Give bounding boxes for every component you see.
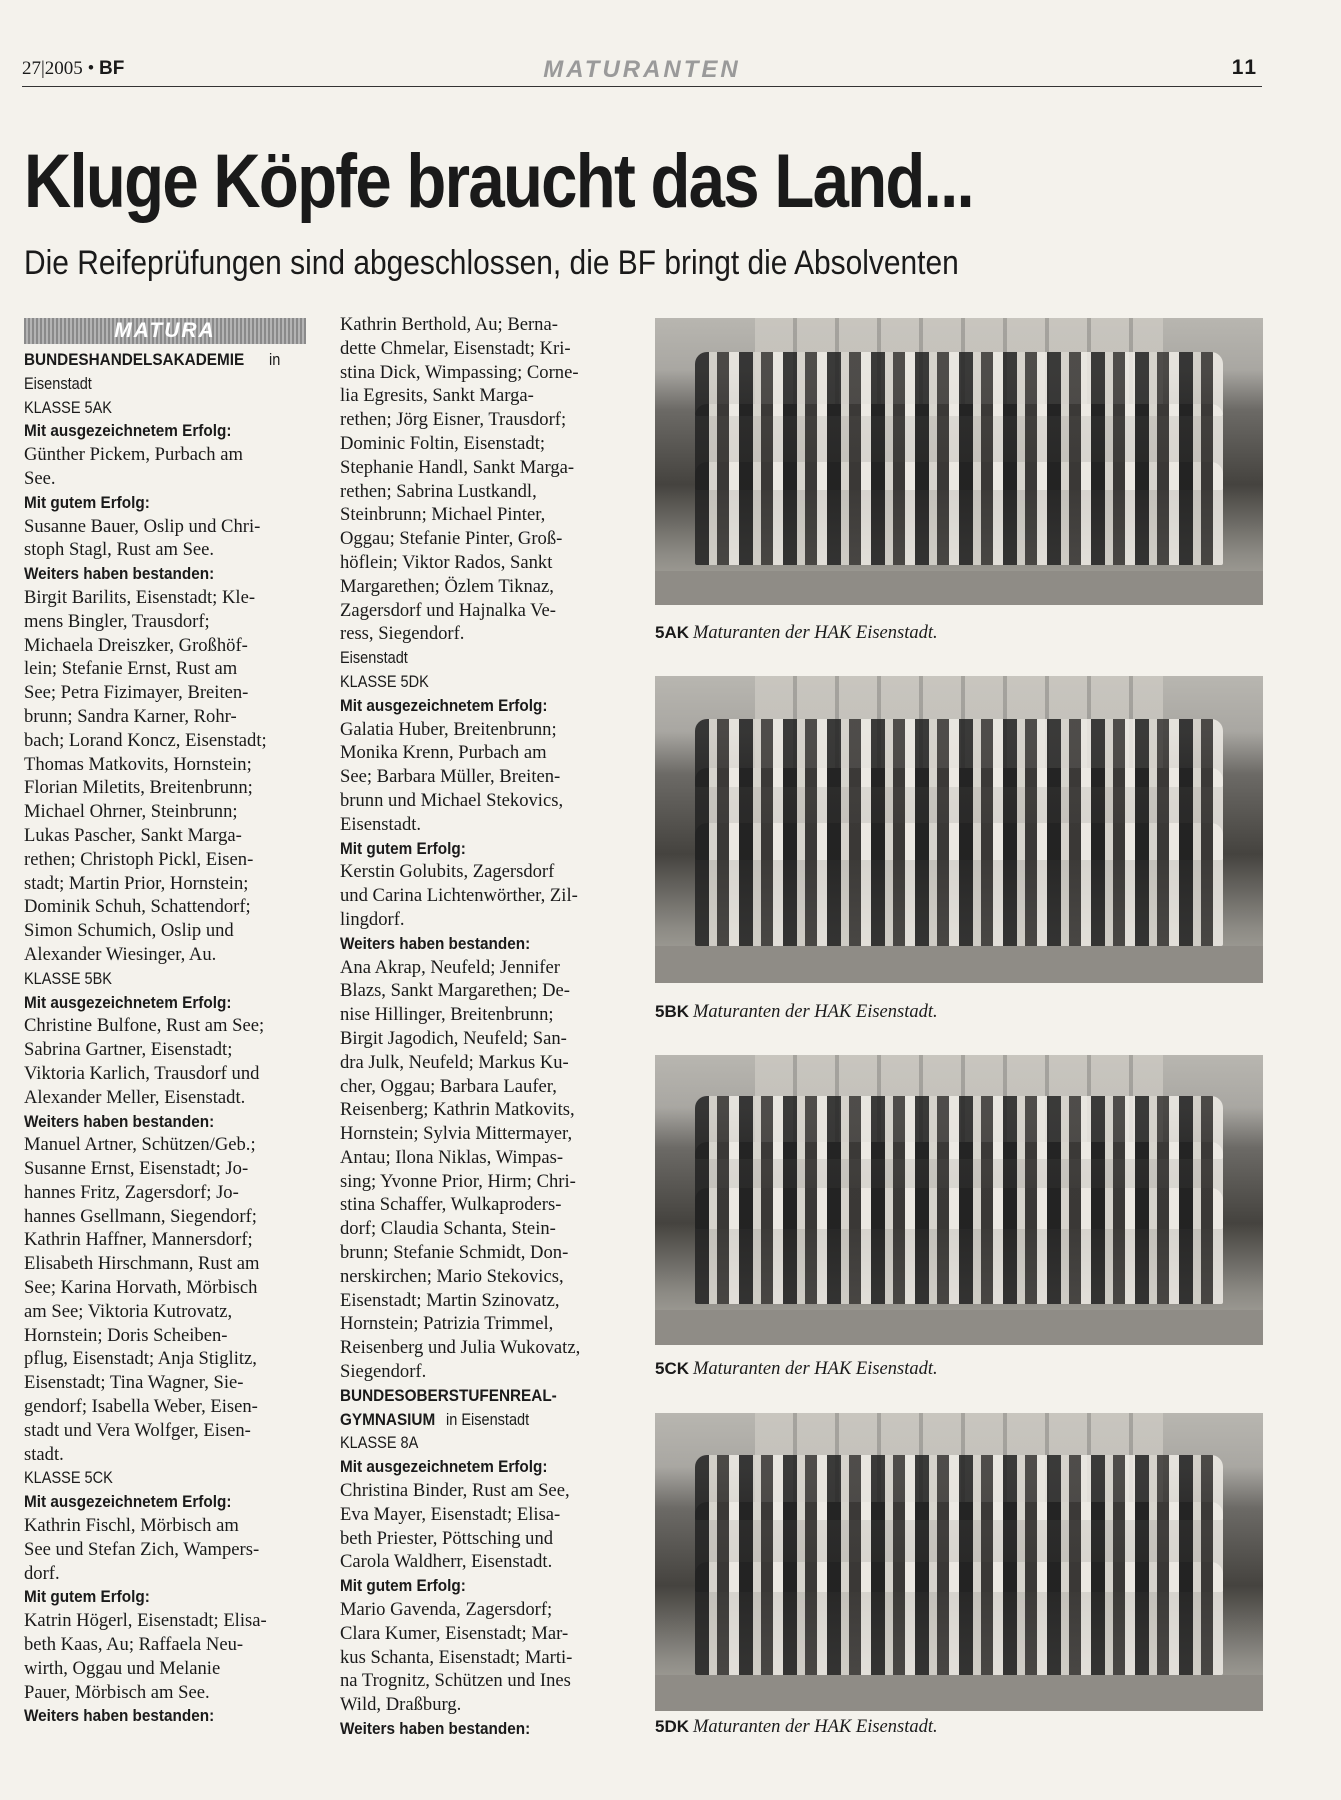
class-label: KLASSE 5DK — [340, 672, 429, 691]
text-line: Eisenstadt. — [340, 813, 422, 835]
text-line: Florian Miletits, Breitenbrunn; — [24, 777, 253, 799]
text-line: Kathrin Fischl, Mörbisch am — [24, 1515, 239, 1537]
subheading: Mit gutem Erfolg: — [24, 492, 150, 512]
text-line: stina Schaffer, Wulkaproders- — [340, 1194, 562, 1216]
photo-caption: 5BK Maturanten der HAK Eisenstadt. — [655, 1002, 938, 1022]
text-line: Eisenstadt; Martin Szinovatz, — [340, 1289, 560, 1311]
text-line: Hornstein; Patrizia Trimmel, — [340, 1313, 554, 1335]
text-line: rethen; Jörg Eisner, Trausdorf; — [340, 409, 567, 431]
text-line: Birgit Jagodich, Neufeld; San- — [340, 1027, 567, 1049]
subheading: BUNDESOBERSTUFENREAL- — [340, 1385, 557, 1405]
text-line: Simon Schumich, Oslip und — [24, 920, 234, 942]
text-line: Eva Mayer, Eisenstadt; Elisa- — [340, 1503, 561, 1525]
text-line: stoph Stagl, Rust am See. — [24, 539, 215, 561]
text-line: dorf. — [24, 1562, 60, 1584]
text-line: stadt. — [24, 1443, 64, 1465]
text-line: Susanne Ernst, Eisenstadt; Jo- — [24, 1158, 249, 1180]
text-line: brunn und Michael Stekovics, — [340, 789, 564, 811]
class-photo-5dk — [655, 1413, 1263, 1711]
subheading: Weiters haben bestanden: — [24, 1706, 215, 1726]
text-line: Susanne Bauer, Oslip und Chri- — [24, 515, 261, 537]
text-line: Michael Ohrner, Steinbrunn; — [24, 801, 238, 823]
class-photo-5ak — [655, 318, 1263, 605]
issue-number: 27|2005 — [22, 58, 83, 79]
text-line: Günther Pickem, Purbach am — [24, 444, 243, 466]
text-line: stadt und Vera Wolfger, Eisen- — [24, 1419, 251, 1441]
text-line: lingdorf. — [340, 908, 405, 930]
text-line: beth Priester, Pöttsching und — [340, 1527, 554, 1549]
text-line: Blazs, Sankt Margarethen; De- — [340, 980, 570, 1002]
text-line: Pauer, Mörbisch am See. — [24, 1681, 210, 1703]
text-line: ress, Siegendorf. — [340, 623, 465, 645]
text-line: Monika Krenn, Purbach am — [340, 742, 547, 764]
matura-banner: MATURA — [24, 318, 306, 344]
text-line: Manuel Artner, Schützen/Geb.; — [24, 1134, 256, 1156]
header-separator: • — [87, 58, 95, 79]
class-photo-5ck — [655, 1055, 1263, 1345]
text-line: Margarethen; Özlem Tiknaz, — [340, 575, 554, 597]
brand-logo: BF — [98, 58, 125, 79]
photo-caption: 5AK Maturanten der HAK Eisenstadt. — [655, 623, 938, 643]
subheading: Mit gutem Erfolg: — [340, 838, 466, 858]
page-header — [22, 52, 1262, 87]
text-line: Eisenstadt; Tina Wagner, Sie- — [24, 1372, 244, 1394]
text-line: See; Petra Fizimayer, Breiten- — [24, 682, 249, 704]
text-line: Viktoria Karlich, Trausdorf und — [24, 1062, 260, 1084]
text-line: nise Hillinger, Breitenbrunn; — [340, 1004, 554, 1026]
text-line: See und Stefan Zich, Wampers- — [24, 1538, 260, 1560]
text-line: dra Julk, Neufeld; Markus Ku- — [340, 1051, 569, 1073]
photo-caption: 5CK Maturanten der HAK Eisenstadt. — [655, 1359, 938, 1379]
text-line: Carola Waldherr, Eisenstadt. — [340, 1551, 553, 1573]
text-line: höflein; Viktor Rados, Sankt — [340, 551, 553, 573]
text-line: See; Barbara Müller, Breiten- — [340, 766, 561, 788]
text-line: Zagersdorf und Hajnalka Ve- — [340, 599, 556, 621]
text-line: Hornstein; Sylvia Mittermayer, — [340, 1123, 573, 1145]
text-line: Lukas Pascher, Sankt Marga- — [24, 824, 242, 846]
subheading: Mit ausgezeichnetem Erfolg: — [24, 1492, 232, 1512]
text-line: am See; Viktoria Kutrovatz, — [24, 1300, 233, 1322]
text-line: sing; Yvonne Prior, Hirm; Chri- — [340, 1170, 576, 1192]
text-line: wirth, Oggau und Melanie — [24, 1657, 221, 1679]
text-line: lia Egresits, Sankt Marga- — [340, 385, 534, 407]
text-line: stadt; Martin Prior, Hornstein; — [24, 872, 249, 894]
text-line: Kathrin Haffner, Mannersdorf; — [24, 1229, 253, 1251]
subheading: Mit ausgezeichnetem Erfolg: — [24, 992, 232, 1012]
text-line: Christina Binder, Rust am See, — [340, 1480, 570, 1502]
class-label: Eisenstadt — [340, 649, 408, 668]
text-line: Michaela Dreiszker, Großhöf- — [24, 634, 248, 656]
text-line: Clara Kumer, Eisenstadt; Mar- — [340, 1622, 569, 1644]
class-label: KLASSE 5AK — [24, 398, 112, 417]
text-line: Katrin Högerl, Eisenstadt; Elisa- — [24, 1610, 267, 1632]
text-line: und Carina Lichtenwörther, Zil- — [340, 885, 578, 907]
text-line: Oggau; Stefanie Pinter, Groß- — [340, 528, 563, 550]
text-line: bach; Lorand Koncz, Eisenstadt; — [24, 729, 267, 751]
page-number: 11 — [1231, 56, 1258, 79]
text-line: See. — [24, 467, 56, 489]
section-title: MATURANTEN — [543, 56, 741, 83]
text-line: Dominik Schuh, Schattendorf; — [24, 896, 251, 918]
text-line: Elisabeth Hirschmann, Rust am — [24, 1253, 260, 1275]
text-line: cher, Oggau; Barbara Laufer, — [340, 1075, 557, 1097]
subheading: Weiters haben bestanden: — [24, 564, 215, 584]
text-line: na Trognitz, Schützen und Ines — [340, 1670, 571, 1692]
text-line: brunn; Sandra Karner, Rohr- — [24, 705, 237, 727]
subheading: Mit gutem Erfolg: — [24, 1587, 150, 1607]
text-line: rethen; Christoph Pickl, Eisen- — [24, 848, 254, 870]
text-line: Steinbrunn; Michael Pinter, — [340, 504, 546, 526]
text-line: Stephanie Handl, Sankt Marga- — [340, 456, 575, 478]
text-line: Siegendorf. — [340, 1361, 427, 1383]
text-line: rethen; Sabrina Lustkandl, — [340, 480, 537, 502]
article-subheadline: Die Reifeprüfungen sind abgeschlossen, die BF bringt die Absolventen — [24, 244, 959, 282]
subheading: Weiters haben bestanden: — [24, 1111, 215, 1131]
text-line: Alexander Wiesinger, Au. — [24, 943, 217, 965]
school-heading: BUNDESHANDELSAKADEMIEin — [24, 350, 280, 369]
text-line: dette Chmelar, Eisenstadt; Kri- — [340, 337, 571, 359]
text-line: Galatia Huber, Breitenbrunn; — [340, 718, 557, 740]
subheading: Weiters haben bestanden: — [340, 1719, 531, 1739]
subheading: Mit ausgezeichnetem Erfolg: — [24, 421, 232, 441]
text-line: Mario Gavenda, Zagersdorf; — [340, 1599, 553, 1621]
text-line: lein; Stefanie Ernst, Rust am — [24, 658, 238, 680]
text-line: kus Schanta, Eisenstadt; Marti- — [340, 1646, 573, 1668]
text-line: Thomas Matkovits, Hornstein; — [24, 753, 252, 775]
class-label: KLASSE 5CK — [24, 1469, 113, 1488]
text-line: hannes Fritz, Zagersdorf; Jo- — [24, 1181, 239, 1203]
text-line: gendorf; Isabella Weber, Eisen- — [24, 1396, 258, 1418]
school-heading: GYMNASIUMin Eisenstadt — [340, 1409, 529, 1429]
text-line: Reisenberg und Julia Wukovatz, — [340, 1337, 581, 1359]
class-label: KLASSE 5BK — [24, 969, 112, 988]
text-line: Kerstin Golubits, Zagersdorf — [340, 861, 555, 883]
text-line: nerskirchen; Mario Stekovics, — [340, 1265, 564, 1287]
text-line: Antau; Ilona Niklas, Wimpas- — [340, 1146, 564, 1168]
subheading: Weiters haben bestanden: — [340, 933, 531, 953]
text-line: beth Kaas, Au; Raffaela Neu- — [24, 1634, 244, 1656]
text-line: Alexander Meller, Eisenstadt. — [24, 1086, 246, 1108]
text-line: mens Bingler, Trausdorf; — [24, 610, 210, 632]
text-line: hannes Gsellmann, Siegendorf; — [24, 1205, 257, 1227]
text-line: stina Dick, Wimpassing; Corne- — [340, 361, 579, 383]
text-line: See; Karina Horvath, Mörbisch — [24, 1277, 258, 1299]
text-column-2 — [340, 313, 622, 1741]
article-headline: Kluge Köpfe braucht das Land... — [24, 139, 973, 224]
text-line: Hornstein; Doris Scheiben- — [24, 1324, 228, 1346]
subheading: Mit ausgezeichnetem Erfolg: — [340, 1457, 548, 1477]
photo-caption: 5DK Maturanten der HAK Eisenstadt. — [655, 1717, 938, 1737]
text-column-1 — [24, 318, 306, 1728]
text-line: brunn; Stefanie Schmidt, Don- — [340, 1242, 569, 1264]
text-line: dorf; Claudia Schanta, Stein- — [340, 1218, 556, 1240]
text-line: Wild, Draßburg. — [340, 1694, 462, 1716]
text-line: Reisenberg; Kathrin Matkovits, — [340, 1099, 575, 1121]
subheading: Mit gutem Erfolg: — [340, 1576, 466, 1596]
class-photo-5bk — [655, 676, 1263, 983]
text-line: Kathrin Berthold, Au; Berna- — [340, 314, 558, 335]
text-line: Sabrina Gartner, Eisenstadt; — [24, 1039, 233, 1061]
text-line: Christine Bulfone, Rust am See; — [24, 1015, 265, 1037]
text-line: Birgit Barilits, Eisenstadt; Kle- — [24, 586, 256, 608]
class-label: Eisenstadt — [24, 374, 92, 393]
text-line: pflug, Eisenstadt; Anja Stiglitz, — [24, 1348, 257, 1370]
text-line: Ana Akrap, Neufeld; Jennifer — [340, 956, 560, 978]
text-line: Dominic Foltin, Eisenstadt; — [340, 432, 546, 454]
class-label: KLASSE 8A — [340, 1434, 419, 1453]
subheading: Mit ausgezeichnetem Erfolg: — [340, 695, 548, 715]
